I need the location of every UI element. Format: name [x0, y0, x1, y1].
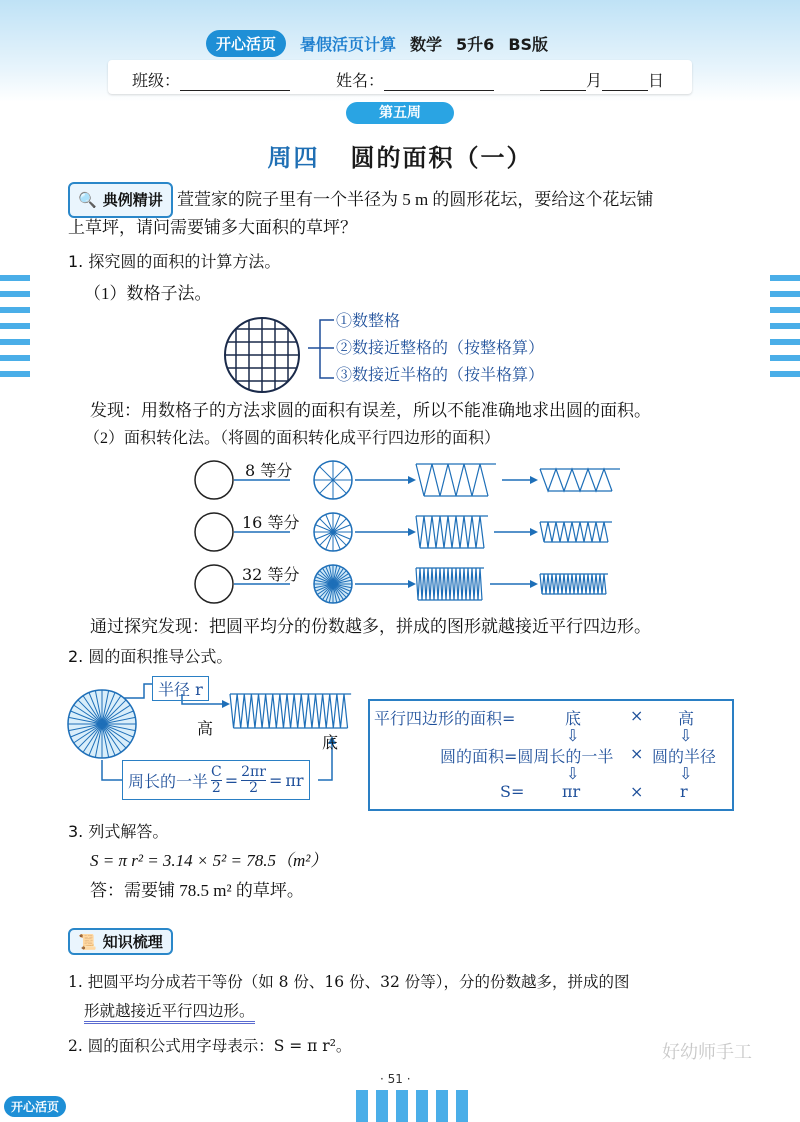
step1-heading: 1. 探究圆的面积的计算方法。 — [68, 252, 281, 271]
header-title-line — [206, 30, 548, 57]
parallelogram-sectors — [540, 522, 608, 542]
footer-bars — [356, 1090, 468, 1122]
watermark-text: 好幼师手工 — [662, 1042, 752, 1063]
arrow-head — [530, 476, 538, 484]
finding-2: 通过探究发现：把圆平均分的份数越多，拼成的图形就越接近平行四边形。 — [90, 617, 651, 636]
scroll-icon: 📜 — [78, 932, 97, 951]
step3-heading: 3. 列式解答。 — [68, 822, 169, 841]
table-r3-c4: r — [680, 782, 688, 801]
month-field[interactable] — [540, 74, 586, 91]
sector-line — [320, 467, 333, 480]
base-label: 底 — [322, 733, 339, 752]
sector-line — [333, 480, 346, 493]
sector-line — [333, 519, 346, 532]
height-label: 高 — [197, 719, 214, 738]
name-label: 姓名： — [336, 71, 385, 90]
table-r1-c3: × — [630, 706, 644, 725]
arrow-head — [530, 580, 538, 588]
sector-line — [320, 532, 333, 545]
table-r3-c3: × — [630, 782, 644, 801]
brand-logo: 开心活页 — [206, 30, 286, 57]
week-badge: 第五周 — [346, 102, 454, 124]
step2-heading: 2. 圆的面积推导公式。 — [68, 647, 233, 666]
radius-connector — [124, 684, 152, 698]
knowledge-section — [68, 928, 173, 955]
arrow-head — [222, 700, 230, 708]
solution-formula: S = π r² = 3.14 × 5² = 78.5（m²） — [90, 851, 328, 870]
arrow-head — [530, 528, 538, 536]
page-number: · 51 · — [380, 1072, 411, 1086]
knowledge-point-1a: 1. 把圆平均分成若干等份（如 8 份、16 份、32 份等），分的份数越多，拼成的图 — [68, 973, 630, 991]
division-label-32: 32 等分 — [242, 565, 300, 584]
down-arrow-icon: ⇩ — [679, 764, 693, 783]
finding-1: 发现：用数格子的方法求圆的面积有误差，所以不能准确地求出圆的面积。 — [90, 401, 651, 420]
radius-label: 半径 r — [152, 676, 209, 701]
rearranged-sectors — [416, 568, 482, 600]
knowledge-point-1b: 形就越接近平行四边形。 — [84, 999, 255, 1024]
table-r2-c1: 圆的面积=圆周长的一半 — [440, 747, 614, 766]
rearranged-sectors — [416, 516, 484, 548]
day-field[interactable] — [602, 74, 648, 91]
arrow-head — [408, 476, 416, 484]
subject: 数学 — [410, 35, 443, 54]
sector-line — [320, 519, 333, 532]
class-label: 班级： — [132, 71, 181, 90]
down-arrow-icon: ⇩ — [566, 726, 580, 745]
method-3: ③数接近半格的（按半格算） — [336, 365, 545, 384]
plain-circle — [195, 565, 233, 603]
example-tag: 🔍 典例精讲 — [68, 182, 173, 218]
method-2: ②数接近整格的（按整格算） — [336, 338, 545, 357]
arrow-head — [408, 580, 416, 588]
sector-line — [333, 467, 346, 480]
plain-circle — [195, 461, 233, 499]
example-text-1: 萱萱家的院子里有一个半径为 5 m 的圆形花坛，要给这个花坛铺 — [176, 190, 654, 209]
table-r1-c4: 高 — [678, 709, 695, 728]
parallelogram-sectors — [540, 574, 606, 594]
name-field[interactable] — [384, 74, 494, 91]
grade: 5升6 — [456, 35, 495, 54]
sector-line — [333, 532, 346, 545]
method-bracket — [306, 318, 336, 380]
table-r1-c2: 底 — [565, 709, 582, 728]
table-r2-c2: × — [630, 744, 644, 763]
arrow-head — [408, 528, 416, 536]
student-info-bar — [108, 60, 692, 94]
answer: 答：需要铺 78.5 m² 的草坪。 — [90, 881, 304, 900]
parallelogram-sectors — [540, 469, 612, 491]
knowledge-point-2: 2. 圆的面积公式用字母表示：S = π r²。 — [68, 1037, 352, 1055]
class-field[interactable] — [180, 74, 290, 91]
edition: BS版 — [508, 35, 549, 54]
table-r2-c3: 圆的半径 — [652, 747, 717, 766]
knowledge-tag: 📜 知识梳理 — [68, 928, 173, 955]
table-r1-c1: 平行四边形的面积= — [374, 709, 516, 728]
down-arrow-icon: ⇩ — [679, 726, 693, 745]
series-title: 暑假活页计算 — [300, 35, 397, 54]
step1-sub1: （1）数格子法。 — [84, 284, 212, 303]
page-title: 周四 圆的面积（一） — [267, 144, 533, 172]
rearranged-sectors — [416, 464, 488, 496]
step1-sub2: （2）面积转化法。（将圆的面积转化成平行四边形的面积） — [84, 430, 501, 447]
down-arrow-icon: ⇩ — [566, 764, 580, 783]
parallelogram-sectors — [230, 694, 348, 728]
table-r3-c1: S= — [500, 782, 525, 801]
magnifier-icon: 🔍 — [78, 191, 97, 209]
plain-circle — [195, 513, 233, 551]
circumference-connector — [102, 760, 122, 780]
example-text-2: 上草坪，请问需要铺多大面积的草坪？ — [68, 218, 357, 237]
half-circumference-box: 周长的一半 $\frac{C}{2}$ = $\frac{2\pi r}{2}$ = πr — [122, 760, 310, 800]
table-r3-c2: πr — [562, 782, 581, 801]
month-label: 月 — [586, 71, 603, 90]
method-1: ①数整格 — [336, 311, 401, 330]
day-label: 日 — [648, 71, 665, 90]
division-label-8: 8 等分 — [245, 461, 293, 480]
sector-line — [320, 480, 333, 493]
footer-logo: 开心活页 — [4, 1096, 66, 1117]
division-label-16: 16 等分 — [242, 513, 300, 532]
grid-circle-figure — [222, 315, 302, 395]
